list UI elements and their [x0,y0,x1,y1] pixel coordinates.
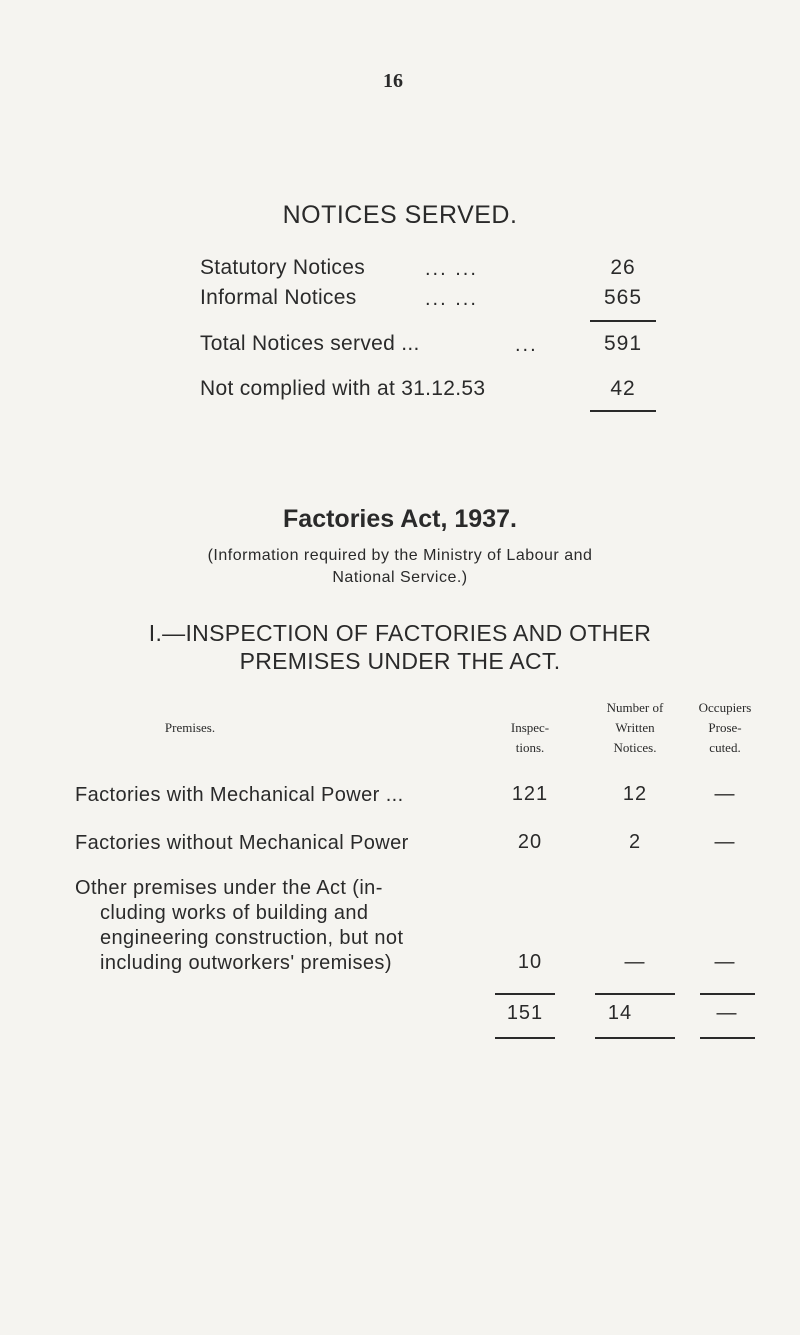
totals-bottom-rule [700,1037,755,1039]
row-label-with-power: Factories with Mechanical Power ... [75,784,404,806]
header-premises: Premises. [164,720,216,735]
row-label-other-line3: engineering construction, but not [100,927,404,949]
totals-top-rule [700,993,755,995]
totals-bottom-rule [495,1037,555,1039]
section-heading-line2: PREMISES UNDER THE ACT. [239,648,561,674]
total-notices: 14 [607,1002,633,1024]
cell-prosecuted: — [714,783,736,805]
row-label-other-line2: cluding works of building and [100,902,369,924]
notice-label-not-complied: Not complied with at 31.12.53 [200,377,486,400]
cell-inspections: 10 [517,951,543,973]
leader-dots: ... [515,334,538,356]
cell-inspections: 121 [511,783,549,805]
cell-prosecuted: — [714,831,736,853]
header-inspections: Inspec- tions. [510,720,550,755]
totals-bottom-rule [595,1037,675,1039]
notice-value-not-complied: 42 [610,377,636,400]
sum-rule [590,320,656,322]
notice-label-total: Total Notices served ... [200,332,420,355]
factories-subtitle-line2: National Service.) [332,569,468,586]
total-prosecuted: — [716,1002,738,1024]
page-number: 16 [383,70,403,92]
notice-value-informal: 565 [603,286,643,309]
totals-top-rule [495,993,555,995]
cell-notices: 2 [628,831,642,853]
factories-act-title: Factories Act, 1937. [283,505,517,533]
row-label-without-power: Factories without Mechanical Power [75,832,409,854]
row-label-other-line4: including outworkers' premises) [100,952,392,974]
leader-dots: ... ... [425,258,478,280]
section-heading-line1: I.—INSPECTION OF FACTORIES AND OTHER [148,620,652,646]
total-inspections: 151 [506,1002,544,1024]
header-occupiers-prosecuted: Occupiers Prose- cuted. [698,700,752,755]
row-label-other-line1: Other premises under the Act (in- [75,877,383,899]
leader-dots: ... ... [425,288,478,310]
notice-value-total: 591 [603,332,643,355]
totals-top-rule [595,993,675,995]
notice-label-informal: Informal Notices [200,286,357,309]
cell-notices: — [624,951,646,973]
notices-title: NOTICES SERVED. [282,201,518,229]
notice-label-statutory: Statutory Notices [200,256,365,279]
header-written-notices: Written Notices. [613,720,657,755]
header-number-of: Number of [606,700,664,715]
closing-rule [590,410,656,412]
cell-inspections: 20 [517,831,543,853]
cell-prosecuted: — [714,951,736,973]
notice-value-statutory: 26 [610,256,636,279]
factories-subtitle-line1: (Information required by the Ministry of Labour and [207,547,593,564]
cell-notices: 12 [622,783,648,805]
